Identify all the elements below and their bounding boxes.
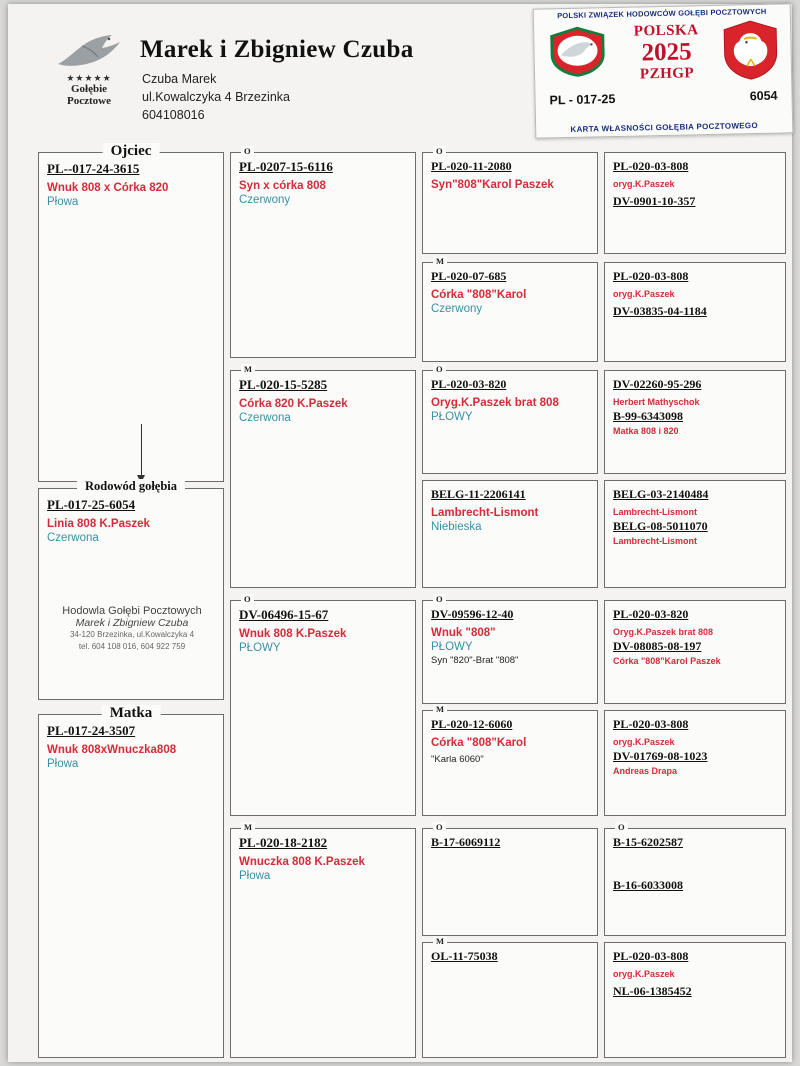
gen3-color-5: PŁOWY bbox=[431, 641, 473, 653]
gen2-tag-1: O bbox=[241, 146, 254, 156]
gen3-ring-5: DV-09596-12-40 bbox=[431, 607, 514, 621]
gen3-note-6: "Karla 6060" bbox=[431, 754, 484, 765]
gen4-desc-2a: oryg.K.Paszek bbox=[613, 289, 675, 299]
gen4-desc-8a: oryg.K.Paszek bbox=[613, 969, 675, 979]
gen2-tag-3: O bbox=[241, 594, 254, 604]
gen3-box-3 bbox=[422, 364, 598, 474]
gen2-desc-2: Córka 820 K.Paszek bbox=[239, 398, 348, 410]
gen3-ring-2: PL-020-07-685 bbox=[431, 269, 507, 283]
gen3-box-5 bbox=[422, 594, 598, 704]
gen4-ring-7a: B-15-6202587 bbox=[613, 835, 683, 849]
mother-box bbox=[38, 705, 224, 1058]
gen3-ring-8: OL-11-75038 bbox=[431, 949, 498, 963]
mother-caption: Matka bbox=[102, 705, 161, 722]
ownership-card bbox=[533, 3, 794, 138]
card-association-title: POLSKI ZWIĄZEK HODOWCÓW GOŁĘBI POCZTOWYCH bbox=[557, 6, 767, 21]
gen3-ring-3: PL-020-03-820 bbox=[431, 377, 507, 391]
logo-text-1: Gołębie bbox=[70, 83, 108, 95]
owner-phone: 604108016 bbox=[142, 108, 205, 122]
gen2-ring-2: PL-020-15-5285 bbox=[239, 377, 328, 392]
subject-desc: Linia 808 K.Paszek bbox=[47, 518, 150, 530]
gen4-ring-3b: B-99-6343098 bbox=[613, 409, 683, 423]
gen4-box-1 bbox=[604, 152, 786, 254]
gen2-color-2: Czerwona bbox=[239, 412, 291, 424]
gen2-desc-4: Wnuczka 808 K.Paszek bbox=[239, 856, 365, 868]
gen4-ring-6a: PL-020-03-808 bbox=[613, 717, 689, 731]
breeder-line-2: Marek i Zbigniew Czuba bbox=[75, 617, 189, 629]
gen4-desc-5b: Córka "808"Karol Paszek bbox=[613, 656, 721, 666]
gen3-box-4 bbox=[422, 480, 598, 588]
pedigree-sheet bbox=[8, 4, 792, 1062]
gen2-box-2 bbox=[230, 364, 416, 588]
father-desc: Wnuk 808 x Córka 820 bbox=[47, 182, 169, 194]
gen2-color-3: PŁOWY bbox=[239, 642, 281, 654]
gen4-ring-7b: B-16-6033008 bbox=[613, 878, 683, 892]
gen4-desc-1a: oryg.K.Paszek bbox=[613, 179, 675, 189]
gen4-box-6 bbox=[604, 710, 786, 816]
gen3-box-8 bbox=[422, 936, 598, 1058]
gen4-ring-6b: DV-01769-08-1023 bbox=[613, 749, 708, 763]
card-country: POLSKA bbox=[633, 22, 699, 40]
father-caption: Ojciec bbox=[103, 143, 160, 160]
father-ring: PL--017-24-3615 bbox=[47, 161, 140, 176]
gen3-tag-2: M bbox=[433, 256, 447, 266]
subject-box bbox=[38, 479, 224, 700]
gen2-box-1 bbox=[230, 146, 416, 358]
gen4-ring-2b: DV-03835-04-1184 bbox=[613, 304, 707, 318]
gen3-tag-7: O bbox=[433, 822, 446, 832]
page-title: Marek i Zbigniew Czuba bbox=[140, 36, 414, 63]
gen3-desc-2: Córka "808"Karol bbox=[431, 289, 527, 301]
gen4-box-3 bbox=[604, 370, 786, 474]
gen2-ring-3: DV-06496-15-67 bbox=[239, 607, 329, 622]
gen3-note-5: Syn "820"-Brat "808" bbox=[431, 655, 519, 666]
gen2-box-4 bbox=[230, 822, 416, 1058]
gen4-ring-1b: DV-0901-10-357 bbox=[613, 194, 696, 208]
logo-stars: ★★★★★ bbox=[66, 73, 112, 83]
gen3-box-1 bbox=[422, 146, 598, 254]
card-org: PZHGP bbox=[639, 65, 695, 83]
owner-address: ul.Kowalczyka 4 Brzezinka bbox=[142, 90, 290, 104]
gen3-ring-6: PL-020-12-6060 bbox=[431, 717, 513, 731]
gen2-tag-4: M bbox=[241, 822, 255, 832]
gen4-desc-4a: Lambrecht-Lismont bbox=[613, 507, 698, 517]
gen3-ring-4: BELG-11-2206141 bbox=[431, 487, 526, 501]
gen4-desc-5a: Oryg.K.Paszek brat 808 bbox=[613, 627, 714, 637]
gen3-desc-1: Syn"808"Karol Paszek bbox=[431, 179, 554, 191]
breeder-line-3: 34-120 Brzezinka, ul.Kowalczyka 4 bbox=[69, 630, 195, 639]
gen4-tag-7a: O bbox=[615, 822, 628, 832]
gen2-tag-2: M bbox=[241, 364, 255, 374]
breeder-block bbox=[45, 605, 219, 653]
gen3-box-2 bbox=[422, 256, 598, 362]
gen4-ring-8b: NL-06-1385452 bbox=[613, 984, 692, 998]
gen2-desc-1: Syn x córka 808 bbox=[239, 180, 326, 192]
gen4-desc-6b: Andreas Drapa bbox=[613, 766, 678, 776]
pigeon-icon bbox=[52, 30, 126, 74]
gen4-ring-2a: PL-020-03-808 bbox=[613, 269, 689, 283]
logo-text-2: Pocztowe bbox=[67, 95, 111, 107]
gen4-ring-4a: BELG-03-2140484 bbox=[613, 487, 709, 501]
gen4-ring-8a: PL-020-03-808 bbox=[613, 949, 689, 963]
gen3-tag-8: M bbox=[433, 936, 447, 946]
gen4-ring-3a: DV-02260-95-296 bbox=[613, 377, 702, 391]
gen3-desc-3: Oryg.K.Paszek brat 808 bbox=[431, 397, 559, 409]
breeder-line-1: Hodowla Gołębi Pocztowych bbox=[62, 605, 202, 617]
owner-name: Czuba Marek bbox=[142, 72, 217, 86]
subject-color: Czerwona bbox=[47, 532, 99, 544]
gen3-ring-1: PL-020-11-2080 bbox=[431, 159, 512, 173]
gen2-color-4: Płowa bbox=[239, 870, 271, 882]
gen3-desc-6: Córka "808"Karol bbox=[431, 737, 527, 749]
father-color: Płowa bbox=[47, 196, 79, 208]
gen3-color-2: Czerwony bbox=[431, 303, 483, 315]
card-footer-text: KARTA WŁASNOŚCI GOŁĘBIA POCZTOWEGO bbox=[570, 121, 759, 134]
mother-color: Płowa bbox=[47, 758, 79, 770]
card-serial-number: 6054 bbox=[749, 88, 778, 104]
gen3-box-6 bbox=[422, 704, 598, 816]
gen3-tag-3: O bbox=[433, 364, 446, 374]
gen3-color-3: PŁOWY bbox=[431, 411, 473, 423]
gen4-ring-5b: DV-08085-08-197 bbox=[613, 639, 702, 653]
gen3-tag-1: O bbox=[433, 146, 446, 156]
gen4-box-8 bbox=[604, 942, 786, 1058]
gen3-desc-5: Wnuk "808" bbox=[431, 627, 496, 639]
gen4-box-5 bbox=[604, 600, 786, 704]
card-year: 2025 bbox=[641, 38, 692, 67]
card-year-block bbox=[618, 22, 715, 84]
father-box bbox=[38, 143, 224, 482]
gen2-color-1: Czerwony bbox=[239, 194, 291, 206]
gen2-ring-1: PL-0207-15-6116 bbox=[239, 159, 333, 174]
breeder-line-4: tel. 604 108 016, 604 922 759 bbox=[78, 642, 186, 651]
gen3-box-7 bbox=[422, 822, 598, 936]
subject-caption: Rodowód gołębia bbox=[77, 479, 185, 494]
gen4-desc-3b: Matka 808 i 820 bbox=[613, 426, 679, 436]
gen2-ring-4: PL-020-18-2182 bbox=[239, 835, 328, 850]
gen4-box-7 bbox=[604, 822, 786, 936]
gen4-ring-5a: PL-020-03-820 bbox=[613, 607, 689, 621]
gen4-desc-3a: Herbert Mathyschok bbox=[613, 397, 700, 407]
club-logo bbox=[48, 30, 130, 122]
mother-ring: PL-017-24-3507 bbox=[47, 723, 136, 738]
gen3-color-4: Niebieska bbox=[431, 521, 482, 533]
gen2-box-3 bbox=[230, 594, 416, 816]
gen4-box-4 bbox=[604, 480, 786, 588]
gen4-desc-6a: oryg.K.Paszek bbox=[613, 737, 675, 747]
gen3-tag-5: O bbox=[433, 594, 446, 604]
pzhgp-emblem-icon bbox=[546, 24, 609, 79]
gen4-desc-4b: Lambrecht-Lismont bbox=[613, 536, 698, 546]
gen3-tag-6: M bbox=[433, 704, 447, 714]
mother-desc: Wnuk 808xWnuczka808 bbox=[47, 744, 177, 756]
gen4-ring-4b: BELG-08-5011070 bbox=[613, 519, 708, 533]
subject-ring: PL-017-25-6054 bbox=[47, 497, 136, 512]
document-header bbox=[48, 26, 528, 126]
card-ring-number: PL - 017-25 bbox=[549, 92, 616, 108]
gen3-ring-7: B-17-6069112 bbox=[431, 835, 501, 849]
gen4-ring-1a: PL-020-03-808 bbox=[613, 159, 689, 173]
gen2-desc-3: Wnuk 808 K.Paszek bbox=[239, 628, 347, 640]
gen4-box-2 bbox=[604, 262, 786, 362]
polish-eagle-icon bbox=[720, 19, 781, 82]
gen3-desc-4: Lambrecht-Lismont bbox=[431, 507, 539, 519]
lineage-arrow bbox=[141, 424, 142, 482]
